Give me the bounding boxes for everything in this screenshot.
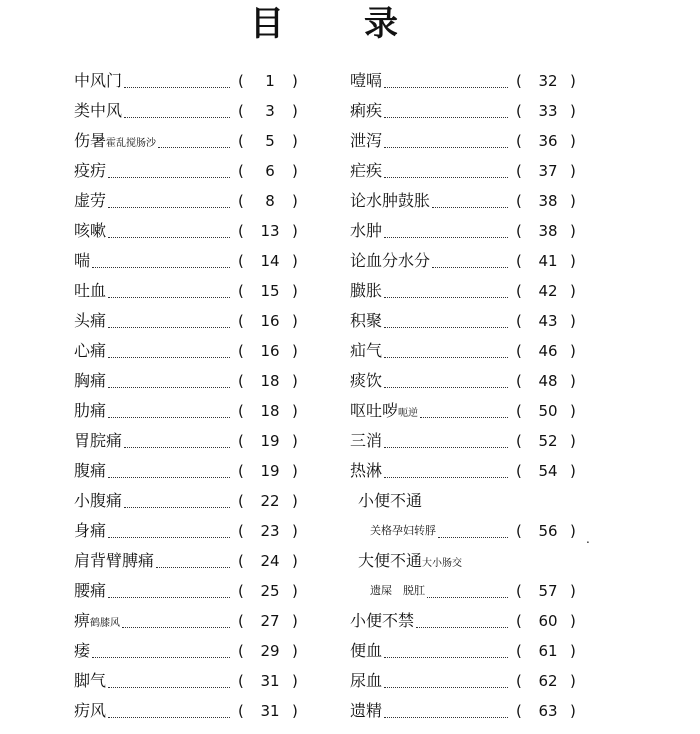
paren-open: ( [516, 192, 522, 210]
paren-open: ( [516, 222, 522, 240]
paren-close: ) [292, 132, 298, 150]
paren-close: ) [570, 612, 576, 630]
paren-open: ( [238, 252, 244, 270]
paren-close: ) [292, 312, 298, 330]
paren-open: ( [238, 132, 244, 150]
paren-close: ) [570, 402, 576, 420]
paren-open: ( [238, 342, 244, 360]
paren-close: ) [570, 462, 576, 480]
entry-title [74, 516, 106, 546]
paren-open: ( [516, 102, 522, 120]
entry-subtitle: 霍乱搅肠沙 [106, 138, 157, 149]
paren-close: ) [292, 102, 298, 120]
toc-entry [350, 696, 590, 726]
entry-title [74, 246, 90, 276]
paren-close: ) [570, 282, 576, 300]
entry-title-text: 伤暑 [74, 131, 107, 150]
entry-title [74, 66, 122, 96]
page-number-value: 33 [538, 102, 558, 120]
entry-title [350, 696, 382, 726]
dot-leader [384, 417, 508, 448]
toc-right-column [350, 66, 590, 726]
page-number-value: 37 [538, 162, 558, 180]
paren-close: ) [292, 672, 298, 690]
paren-close: ) [570, 252, 576, 270]
paren-open: ( [516, 282, 522, 300]
paren-open: ( [238, 552, 244, 570]
paren-open: ( [516, 462, 522, 480]
paren-open: ( [238, 222, 244, 240]
page-number-value: 25 [260, 582, 280, 600]
paren-close: ) [292, 72, 298, 90]
paren-close: ) [570, 702, 576, 720]
dot-leader [108, 267, 230, 298]
entry-title [74, 336, 106, 366]
dot-leader [384, 267, 508, 298]
toc-left-column [74, 66, 304, 726]
dot-leader [438, 507, 508, 538]
entry-title-text: 虚劳 [74, 191, 107, 210]
entry-title-text: 吐血 [74, 281, 107, 300]
entry-title-text: 疝气 [350, 341, 383, 360]
dot-leader [384, 327, 508, 358]
page-number-value: 8 [265, 192, 275, 210]
paren-open: ( [516, 132, 522, 150]
entry-title-text: 论水肿鼓胀 [350, 191, 431, 210]
paren-open: ( [238, 282, 244, 300]
dot-leader [158, 117, 230, 148]
entry-title-text: 胸痛 [74, 371, 107, 390]
entry-title-text: 三消 [350, 431, 383, 450]
dot-leader [108, 327, 230, 358]
dot-leader [92, 627, 230, 658]
paren-open: ( [516, 432, 522, 450]
dot-leader [432, 177, 508, 208]
page-number-value: 16 [260, 312, 280, 330]
entry-title [350, 216, 382, 246]
paren-close: ) [292, 522, 298, 540]
entry-title-text: 呕吐哕 [350, 401, 399, 420]
entry-title-text: 便血 [350, 641, 383, 660]
page-number-value: 38 [538, 192, 558, 210]
page-number-value: 19 [260, 462, 280, 480]
paren-close: ) [292, 612, 298, 630]
entry-title-text: 臌胀 [350, 281, 383, 300]
page-number-value: 31 [260, 672, 280, 690]
paren-close: ) [570, 312, 576, 330]
paren-open: ( [238, 72, 244, 90]
paren-close: ) [292, 492, 298, 510]
title-char-1: 目 [250, 4, 288, 44]
paren-close: ) [292, 162, 298, 180]
dot-leader [108, 147, 230, 178]
dot-leader [108, 177, 230, 208]
page-number-value: 29 [260, 642, 280, 660]
paren-open: ( [516, 312, 522, 330]
page-number-value: 50 [538, 402, 558, 420]
entry-title-text: 肩背臂膊痛 [74, 551, 155, 570]
paren-open: ( [516, 582, 522, 600]
dot-leader [108, 567, 230, 598]
paren-close: ) [570, 342, 576, 360]
page-number-value: 18 [260, 372, 280, 390]
paren-open: ( [238, 612, 244, 630]
page-number-value: 13 [260, 222, 280, 240]
dot-leader [108, 687, 230, 718]
paren-open: ( [238, 402, 244, 420]
paren-open: ( [516, 402, 522, 420]
entry-title-text: 身痛 [74, 521, 107, 540]
entry-title-text: 肋痛 [74, 401, 107, 420]
page-number-value: 61 [538, 642, 558, 660]
dot-leader [432, 237, 508, 268]
page-number-value: 18 [260, 402, 280, 420]
paren-open: ( [238, 162, 244, 180]
entry-title [74, 576, 106, 606]
dot-leader [124, 87, 230, 118]
entry-title [350, 366, 382, 396]
entry-title-text: 痰饮 [350, 371, 383, 390]
paren-open: ( [238, 102, 244, 120]
page-number-value: 27 [260, 612, 280, 630]
entry-title-text: 疟疾 [350, 161, 383, 180]
paren-close: ) [570, 522, 576, 540]
entry-title-text: 疠风 [74, 701, 107, 720]
paren-open: ( [238, 492, 244, 510]
entry-title [74, 156, 106, 186]
page-number-value: 6 [265, 162, 275, 180]
page-number-value: 15 [260, 282, 280, 300]
page-title [250, 0, 450, 44]
entry-title-text: 脚气 [74, 671, 107, 690]
entry-title [74, 306, 106, 336]
entry-title-text: 胃脘痛 [74, 431, 123, 450]
paren-close: ) [292, 642, 298, 660]
paren-open: ( [516, 672, 522, 690]
page-number-value: 22 [260, 492, 280, 510]
entry-title [74, 396, 106, 426]
page-number-value: 3 [265, 102, 275, 120]
entry-title [74, 186, 106, 216]
paren-open: ( [516, 72, 522, 90]
entry-title [350, 336, 382, 366]
page-number-value: 60 [538, 612, 558, 630]
paren-close: ) [292, 372, 298, 390]
paren-close: ) [570, 192, 576, 210]
page-number-value: 16 [260, 342, 280, 360]
entry-title [74, 696, 106, 726]
paren-close: ) [292, 462, 298, 480]
entry-title-text: 痿 [74, 641, 91, 660]
entry-title-text: 噎嗝 [350, 71, 383, 90]
dot-leader [416, 597, 508, 628]
toc-entry [74, 696, 304, 726]
page-number-value: 23 [260, 522, 280, 540]
dot-leader [384, 117, 508, 148]
paren-open: ( [516, 642, 522, 660]
paren-open: ( [238, 372, 244, 390]
paren-open: ( [238, 192, 244, 210]
entry-title [350, 66, 382, 96]
page-number-value: 19 [260, 432, 280, 450]
paren-open: ( [516, 162, 522, 180]
dot-leader [108, 297, 230, 328]
paren-close: ) [292, 222, 298, 240]
paren-open: ( [238, 312, 244, 330]
dot-leader [384, 87, 508, 118]
entry-subtitle: 呃逆 [398, 408, 419, 419]
paren-close: ) [570, 432, 576, 450]
entry-title [358, 486, 422, 516]
dot-leader [122, 597, 230, 628]
paren-open: ( [238, 462, 244, 480]
paren-close: ) [570, 162, 576, 180]
page-number-value: 54 [538, 462, 558, 480]
dot-leader [108, 357, 230, 388]
entry-title [350, 96, 382, 126]
entry-title-text: 遗精 [350, 701, 383, 720]
entry-title [350, 306, 382, 336]
dot-leader [384, 357, 508, 388]
paren-close: ) [292, 702, 298, 720]
paren-close: ) [570, 102, 576, 120]
paren-close: ) [292, 342, 298, 360]
entry-subtitle: 鹤膝风 [90, 618, 121, 629]
paren-close: ) [570, 672, 576, 690]
paren-open: ( [238, 672, 244, 690]
entry-title [370, 516, 436, 546]
page-number-value: 36 [538, 132, 558, 150]
page-number-value: 46 [538, 342, 558, 360]
page-number-value: 43 [538, 312, 558, 330]
dot-leader [384, 627, 508, 658]
dot-leader [384, 687, 508, 718]
page-number-value: 56 [538, 522, 558, 540]
entry-title-text: 头痛 [74, 311, 107, 330]
entry-title-text: 中风门 [74, 71, 123, 90]
entry-title [350, 276, 382, 306]
dot-leader [384, 207, 508, 238]
paren-open: ( [516, 612, 522, 630]
paren-close: ) [570, 72, 576, 90]
paren-close: ) [292, 582, 298, 600]
entry-title-text: 腹痛 [74, 461, 107, 480]
entry-title [350, 666, 382, 696]
dot-leader [108, 447, 230, 478]
paren-open: ( [238, 642, 244, 660]
dot-leader [92, 237, 230, 268]
dot-leader [427, 567, 508, 598]
paren-close: ) [570, 582, 576, 600]
entry-title-text: 小腹痛 [74, 491, 123, 510]
paren-close: ) [292, 552, 298, 570]
page-number-value: 62 [538, 672, 558, 690]
paren-open: ( [516, 702, 522, 720]
entry-title [350, 156, 382, 186]
entry-title-text: 遗屎 脱肛 [370, 584, 425, 597]
entry-title [74, 636, 90, 666]
entry-title-text: 痹 [74, 611, 91, 630]
stray-mark: . [586, 532, 590, 546]
paren-close: ) [292, 432, 298, 450]
paren-open: ( [516, 372, 522, 390]
paren-open: ( [238, 432, 244, 450]
entry-title [350, 426, 382, 456]
entry-title-text: 咳嗽 [74, 221, 107, 240]
paren-close: ) [292, 192, 298, 210]
entry-title [350, 636, 382, 666]
paren-open: ( [516, 522, 522, 540]
page-number-value: 41 [538, 252, 558, 270]
entry-title-text: 痢疾 [350, 101, 383, 120]
entry-title-text: 热淋 [350, 461, 383, 480]
entry-title-text: 积聚 [350, 311, 383, 330]
paren-close: ) [292, 282, 298, 300]
paren-open: ( [516, 252, 522, 270]
paren-open: ( [238, 582, 244, 600]
entry-title [350, 456, 382, 486]
paren-close: ) [570, 132, 576, 150]
dot-leader [108, 657, 230, 688]
entry-title-text: 论血分水分 [350, 251, 431, 270]
entry-title [74, 366, 106, 396]
toc-entry [350, 456, 590, 486]
entry-title [74, 96, 122, 126]
entry-title-text: 疫疠 [74, 161, 107, 180]
entry-title-text: 泄泻 [350, 131, 383, 150]
dot-leader [108, 207, 230, 238]
title-char-2: 录 [364, 4, 402, 44]
entry-title-text: 水肿 [350, 221, 383, 240]
page-number-value: 38 [538, 222, 558, 240]
paren-open: ( [238, 702, 244, 720]
dot-leader [124, 477, 230, 508]
dot-leader [384, 57, 508, 88]
page-number-value: 5 [265, 132, 275, 150]
dot-leader [384, 657, 508, 688]
page-number-value: 42 [538, 282, 558, 300]
entry-title-text: 喘 [74, 251, 91, 270]
entry-title-text: 小便不通 [358, 491, 423, 510]
page-number-value: 24 [260, 552, 280, 570]
paren-open: ( [516, 342, 522, 360]
page-number-value: 52 [538, 432, 558, 450]
paren-close: ) [570, 372, 576, 390]
dot-leader [108, 507, 230, 538]
dot-leader [124, 57, 230, 88]
dot-leader [156, 537, 230, 568]
dot-leader [108, 387, 230, 418]
page-number-value: 1 [265, 72, 275, 90]
page-number-value: 63 [538, 702, 558, 720]
page-number-value: 57 [538, 582, 558, 600]
entry-title [74, 456, 106, 486]
page-number-value: 14 [260, 252, 280, 270]
entry-title-text: 心痛 [74, 341, 107, 360]
entry-title-text: 类中风 [74, 101, 123, 120]
entry-subtitle: 大小肠交 [422, 558, 463, 569]
page-number-value: 48 [538, 372, 558, 390]
paren-close: ) [292, 252, 298, 270]
entry-title [74, 666, 106, 696]
entry-title [350, 126, 382, 156]
dot-leader [384, 447, 508, 478]
dot-leader [384, 297, 508, 328]
paren-close: ) [570, 222, 576, 240]
page-number-value: 31 [260, 702, 280, 720]
entry-title [74, 276, 106, 306]
paren-close: ) [570, 642, 576, 660]
entry-title-text: 关格孕妇转脬 [370, 524, 436, 537]
dot-leader [384, 147, 508, 178]
paren-open: ( [238, 522, 244, 540]
entry-title-text: 大便不通 [358, 551, 423, 570]
paren-close: ) [292, 402, 298, 420]
toc-entry [350, 516, 590, 546]
entry-title-text: 腰痛 [74, 581, 107, 600]
page-number-value: 32 [538, 72, 558, 90]
entry-title-text: 尿血 [350, 671, 383, 690]
dot-leader [124, 417, 230, 448]
entry-title-text: 小便不禁 [350, 611, 415, 630]
dot-leader [420, 387, 508, 418]
